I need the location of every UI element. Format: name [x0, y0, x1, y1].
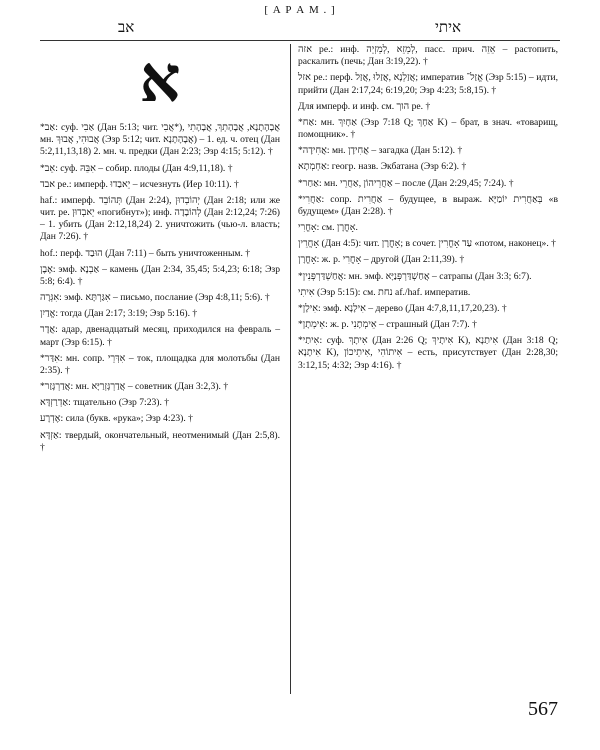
- left-guide-word: אב: [118, 20, 135, 36]
- dictionary-entry: אָחֳרָן: ж. р. אָחֳרִי – другой (Дан 2:11,39). †: [298, 254, 465, 266]
- section-letter: א: [139, 44, 181, 115]
- dictionary-entry: *אַב: суф. אַבִי (Дан 5:13; чит. אֲבִי*), אֲבָהָתָנָא, אֲבָהָתְךְ, אֲבָהָתִי мн. אֲבוּהִי, אֲבוּךְ (Эзр 5:12; чит. אֲבָהָתָנָא) – 1. ед. ч. отец (Дан 5:2,11,13,18) 2. мн. ч. предки (Дан 2:23; Эзр 4:15; 5:12). †: [40, 122, 280, 158]
- dictionary-entry: hof.: перф. הוּבַד (Дан 7:11) – быть уничтоженным. †: [40, 247, 251, 259]
- dictionary-entry: *אֲחִידָה: мн. אֲחִידָן – загадка (Дан 5:12). †: [298, 145, 463, 157]
- dictionary-entry: *אַחֲרִי: сопр. אַחֲרִית – будущее, в выраж. בְּאַחֲרִית יוֹמַיָּא «в будущем» (Дан 2:28). †: [298, 193, 558, 217]
- dictionary-entry: *אַח: мн. אַחָיִךְ (Эзр 7:18 Q; אַחָךְ K) – брат, в знач. «товарищ, помощник». †: [298, 116, 558, 141]
- dictionary-entry: *אַחַר: мн. אַחֲרֵיהוֹן ,אַחֲרֵי – после (Дан 2:29,45; 7:24). †: [298, 177, 514, 189]
- header-rule: [40, 40, 560, 41]
- dictionary-entry: אִגְּרָה: эмф. אִגַּרְתָּא – письмо, послание (Эзр 4:8,11; 5:6). †: [40, 292, 270, 304]
- dictionary-entry: אָחֳרִי: см. אָחֳרָן.: [298, 222, 358, 234]
- dictionary-entry: *אֵימְתָן: ж. р. אֵימְתָנִי – страшный (Дан 7:7). †: [298, 319, 477, 331]
- dictionary-entry: אֱדַיִן: тогда (Дан 2:17; 3:19; Эзр 5:16). †: [40, 308, 198, 320]
- column-divider: [290, 44, 291, 694]
- dictionary-entry: אזה ре.: инф. לְמֵזֵא ,לְמֵזְיֵה, пасс. прич. אֵזֵה – растопить, раскалить (печь; Дан 3:19,22). †: [298, 44, 558, 68]
- dictionary-entry: אִיתִי (Эзр 5:15): см. נחת af./haf. императив.: [298, 286, 471, 298]
- left-column: [40, 44, 280, 458]
- dictionary-entry: אָחֳרֵין (Дан 4:5): чит. אָחֳרָן; в сочет. עַד אָחֳרִין «потом, наконец». †: [298, 238, 556, 250]
- right-guide-word: איתי: [435, 20, 462, 36]
- dictionary-entry: *אֲחַשְׁדַּרְפְּנִין: мн. эмф. אֲחַשְׁדַּרְפְּנַיָּא – сатрапы (Дан 3:3; 6:7).: [298, 270, 532, 282]
- dictionary-entry: אבד ре.: имперф. יֵאבַדוּ – исчезнуть (Иер 10:11). †: [40, 178, 239, 190]
- page-header: [0, 0, 600, 40]
- dictionary-entry: אַחְמְתָא: геогр. назв. Экбатана (Эзр 6:2). †: [298, 161, 467, 173]
- dictionary-entry: אַדְרַזְדָּא: тщательно (Эзр 7:23). †: [40, 397, 170, 409]
- dictionary-entry: אזל ре.: перф. אֲזַלְנָא ,אֲזַלוּ ,אֲזַל; императив אֱזַל־ (Эзр 5:15) – идти, прийти (Дан 2:17,24; 6:19,20; Эзр 4:23; 5:8,15). †: [298, 72, 559, 96]
- dictionary-entry: Для имперф. и инф. см. הוך ре. †: [298, 100, 431, 112]
- dictionary-entry: *אִילָן: эмф. אִילָנָא – дерево (Дан 4:7,8,11,17,20,23). †: [298, 302, 507, 314]
- dictionary-entry: אֶדְרָע: сила (букв. «рука»; Эзр 4:23). †: [40, 413, 193, 425]
- dictionary-entry: *אִדַּר: мн. сопр. אִדְּרֵי – ток, площадка для молотьбы (Дан 2:35). †: [40, 352, 280, 376]
- dictionary-entry: haf.: имперф. תְּהוֹבֵד (Дан 2:24), יְהוֹבְדוּן (Дан 2:18; или же чит. ре. יֵאבְדוּן «погибнут»); инф. לְהוֹבָדָה (Дан 2:12,24; 7:26) – 1. убить (Дан 2:12,18,24) 2. уничтожить (чью-л. власть; Дан 7:26). †: [40, 194, 281, 243]
- running-head: [ А Р А М . ]: [264, 4, 336, 16]
- dictionary-entry: *אֲדַרְגָּזַר: мн. אֲדַרְגָּזְרַיָּא – советник (Дан 3:2,3). †: [40, 381, 229, 393]
- right-column: [298, 44, 558, 376]
- dictionary-entry: אַזְדָּא: твердый, окончательный, неотменимый (Дан 2:5,8). †: [40, 429, 280, 453]
- dictionary-entry: אֶבֶן: эмф. אַבְנָא – камень (Дан 2:34, 35,45; 5:4,23; 6:18; Эзр 5:8; 6:4). †: [40, 263, 281, 287]
- dictionary-entry: *אִיתַי: суф. אִיתָךְ (Дан 2:26 Q; אִיתָיךְ K), אִיתַנָא (Дан 3:18 Q; אִיתָנָא K), אִיתוֹהִי ,אִיתֵיכוֹן – есть, присутствует (Дан 2:28,30; 3:12,15; 4:32; Эзр 4:16). †: [298, 335, 558, 371]
- page-number: 567: [528, 698, 558, 720]
- dictionary-entry: אֲדָר: адар, двенадцатый месяц, приходился на февраль – март (Эзр 6:15). †: [40, 324, 280, 348]
- dictionary-entry: *אֵב: суф. אִבֵּהּ – собир. плоды (Дан 4:9,11,18). †: [40, 162, 233, 174]
